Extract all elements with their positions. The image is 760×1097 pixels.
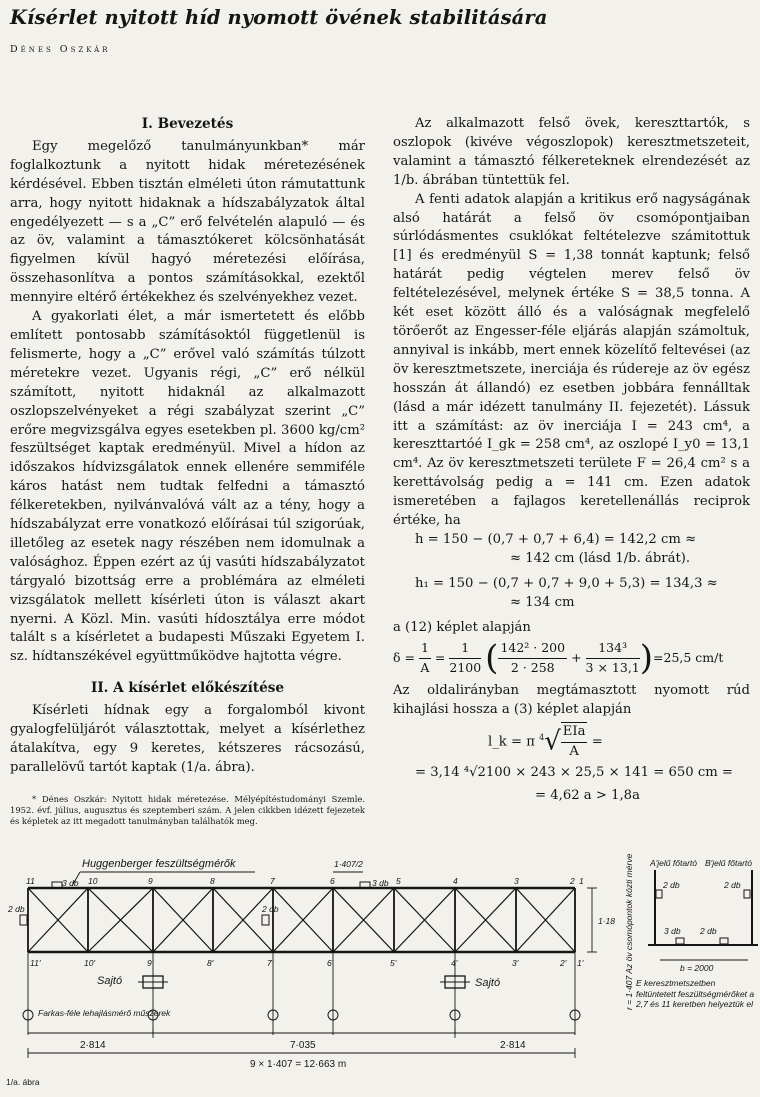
equation: h = 150 − (0,7 + 0,7 + 6,4) = 142,2 cm ≈ bbox=[415, 531, 697, 547]
node-label: 6 bbox=[330, 876, 335, 886]
node-label: 1' bbox=[577, 958, 584, 968]
node-label: 4' bbox=[451, 958, 458, 968]
eq-term: =25,5 cm/t bbox=[653, 650, 724, 666]
fraction bbox=[498, 639, 567, 678]
section-heading-intro: I. Bevezetés bbox=[141, 116, 234, 132]
node-label: 10 bbox=[88, 876, 98, 886]
eq-term: 1 bbox=[419, 639, 431, 659]
node-label: 4 bbox=[453, 876, 458, 886]
eq-term: 2100 bbox=[449, 660, 482, 676]
right-column bbox=[393, 115, 750, 806]
section-gauge-count: 3 db bbox=[664, 926, 681, 936]
figure-caption: 1/a. ábra bbox=[6, 1077, 40, 1087]
section-note-text: E keresztmetszetben feltüntetett feszültségmérőket a 2,7 és 11 keretben helyeztük el bbox=[636, 978, 755, 1009]
node-label: 6' bbox=[327, 958, 334, 968]
eq-term: + bbox=[571, 650, 582, 666]
dimension-right: 2·814 bbox=[500, 1040, 526, 1051]
jack-label: Sajtó bbox=[475, 977, 501, 989]
jack-label: Sajtó bbox=[97, 975, 123, 987]
node-label: 5' bbox=[390, 958, 397, 968]
eq-term: 1 bbox=[449, 639, 481, 659]
node-label: 11 bbox=[26, 876, 35, 886]
paragraph: Egy megelőző tanulmányunkban* már foglalkoztunk a nyitott hidak méretezésének kérdésével. Ebben tisztán elméleti úton rámutattunk arra, hogy nyitott hidaknak a hídszabályzatok által engedélyezett — s a „C” erő felvételén alapuló — és az öv, valamint a támasztókeret kölcsönhatását figyelmen kívül hagyó méretezési előírása, összehasonlítva a pontos számításokkal, ezektől mennyire eltérő értékekhez és szelvényekhez vezet. bbox=[10, 138, 365, 306]
footnote: * Dénes Oszkár: Nyitott hidak méretezése. Mélyépítéstudományi Szemle. 1952. évf. július, augusztus és szeptemberi szám. A jelen cikkben idézett fejezetek és képletek az itt megadott tanulmányban találhatók meg. bbox=[10, 793, 365, 826]
paragraph: A gyakorlati élet, a már ismertetett és előbb említett pontosabb számításoktól függetlenül is felismerte, hogy a „C” erővel való számítás túlzott méretekre vezet. Ugyanis régi, „C” erő nélkül számított, nyitott hidaknál az alkalmazott oszlopszelvényeket a régi szabályzat szerint „C” erőre megvizsgálva egyes esetekben pl. 3600 kg/cm² feszültséget kaptak eredményül. Mivel a hídon az időszakos hídvizsgálatok ennek ellenére semmiféle káros hatást nem tudtak felfedni a támasztó félkeretekben, nyilvánvalóvá vált az a tény, hogy a hídszabályzat erre vonatkozó előírásai túl szigorúak, illetőleg az esetek nagy részében nem idomulnak a valósághoz. Éppen ezért az új vasúti hídszabályzatot tárgyaló bizottság erre a problémára az elméleti vizsgálatok mellett kísérleti úton is választ akart nyerni. A Közl. Min. vasúti hídosztálya erre módot talált s a kísérletet a budapesti Műszaki Egyetem I. sz. hídtanszékével együttműködve hajtotta végre. bbox=[10, 309, 365, 665]
gauge-count: 2 db bbox=[262, 904, 279, 914]
truss-drawing bbox=[0, 820, 760, 1093]
node-label: 8 bbox=[210, 876, 215, 886]
fraction bbox=[449, 639, 481, 678]
eq-term: EIa bbox=[561, 723, 588, 743]
eq-term: A bbox=[569, 744, 579, 759]
paragraph: Az alkalmazott felső övek, kereszttartók, s oszlopok (kivéve végoszlopok) keresztmetszeteit, valamint a támasztó félkereteknek elrendezését az 1/b. ábrában tüntettük fel. bbox=[393, 116, 750, 188]
eq-term: 2 · 258 bbox=[510, 660, 555, 676]
node-label: 7' bbox=[267, 958, 274, 968]
node-label: 9' bbox=[147, 958, 154, 968]
eq-term: δ = bbox=[393, 650, 415, 666]
gauge-label: Huggenberger feszültségmérők bbox=[82, 858, 236, 870]
figure-truss bbox=[0, 820, 760, 1093]
dimension-middle: 7·035 bbox=[290, 1040, 316, 1051]
node-label: 9 bbox=[148, 876, 153, 886]
fraction bbox=[561, 722, 588, 762]
dimension-total: 9 × 1·407 = 12·663 m bbox=[250, 1059, 347, 1070]
lower-node-labels bbox=[30, 958, 584, 968]
dimension-left: 2·814 bbox=[80, 1040, 106, 1051]
eq-term: l_k = π bbox=[488, 734, 535, 750]
section-width: b = 2000 bbox=[680, 963, 714, 973]
section-gauge-count: 2 db bbox=[724, 880, 741, 890]
equation: ≈ 142 cm (lásd 1/b. ábrát). bbox=[510, 550, 691, 566]
section-label-a: A'jelű főtartó bbox=[650, 858, 697, 868]
top-dimension: 1·407/2 bbox=[334, 859, 363, 869]
eq-term: = bbox=[434, 650, 446, 666]
section-note bbox=[636, 978, 756, 1038]
paragraph: a (12) képlet alapján bbox=[393, 619, 531, 635]
left-column bbox=[10, 115, 365, 827]
upper-node-labels bbox=[26, 876, 584, 886]
node-label: 7 bbox=[270, 876, 275, 886]
article-title: Kísérlet nyitott híd nyomott övének stabilitására bbox=[10, 6, 548, 29]
node-label: 3' bbox=[512, 958, 519, 968]
eq-term: 3 × 13,1 bbox=[585, 660, 640, 676]
eq-term: 4 bbox=[539, 733, 545, 743]
node-label: 1 bbox=[579, 876, 584, 886]
node-label: 2 bbox=[570, 876, 575, 886]
equation: ≈ 134 cm bbox=[510, 594, 575, 610]
gauge-count: 2 db bbox=[8, 904, 25, 914]
fraction bbox=[586, 639, 640, 678]
node-label: 5 bbox=[396, 876, 401, 886]
side-dimension-note: r = 1·407 Az öv csomópontok közti mérve bbox=[624, 853, 634, 1010]
node-label: 3 bbox=[514, 876, 519, 886]
eq-term: 134³ bbox=[586, 639, 640, 659]
section-gauge-count: 2 db bbox=[663, 880, 680, 890]
author: Dénes Oszkár bbox=[10, 44, 111, 55]
deflection-label: Farkas-féle lehajlásmérő műszerek bbox=[38, 1008, 171, 1018]
section-label-b: B'jelű főtartó bbox=[705, 858, 752, 868]
node-label: 11' bbox=[30, 958, 41, 968]
node-label: 10' bbox=[84, 958, 96, 968]
fraction bbox=[419, 639, 431, 678]
gauge-count: 3 db bbox=[62, 878, 79, 888]
equation: h₁ = 150 − (0,7 + 0,7 + 9,0 + 5,3) = 134,3 ≈ bbox=[415, 575, 718, 591]
eq-term: A bbox=[420, 660, 430, 676]
section-gauge-count: 2 db bbox=[700, 926, 717, 936]
section-heading-prep: II. A kísérlet előkészítése bbox=[90, 680, 285, 697]
height-dimension: 1·18 bbox=[598, 916, 616, 926]
eq-term: = bbox=[591, 734, 603, 750]
gauge-count: 3 db bbox=[372, 878, 389, 888]
equation: = 3,14 ⁴√2100 × 243 × 25,5 × 141 = 650 cm = bbox=[415, 764, 733, 780]
equation: = 4,62 a > 1,8a bbox=[535, 787, 640, 803]
paragraph: A fenti adatok alapján a kritikus erő nagyságának alsó határát a felső öv csomópontjaiban súrlódásmentes csuklókat feltételezve számitottuk [1] és eredményül S = 1,38 tonnát kaptunk; felső határát pedig végtelen merev felső öv feltételezésével, melynek értéke S = 38,5 tonna. A két eset között álló és a valóságnak megfelelő törőerőt az Engesser-féle eljárás alapján számoltuk, annyival is inkább, mert ennek közelítő feltevései (az öv keresztmetszete, inerciája és rúdereje az öv egész hosszán át állandó) ez esetben jobbára fennálltak (lásd a már idézett tanulmány II. fejezetét). Lássuk itt a számítást: az öv inerciája I = 243 cm⁴, a kereszttartóé I_gk = 258 cm⁴, az oszlopé I_y0 = 13,1 cm⁴. Az öv keresztmetszeti területe F = 26,4 cm² s a kerettávolság pedig a = 141 cm. Ezen adatok ismeretében a fajlagos keretellenállás reciprok értéke, ha bbox=[393, 191, 750, 529]
paragraph: Kísérleti hídnak egy a forgalomból kivont gyalogfelüljárót választottak, melyet a kísérlethez átalakítva, egy 9 keretes, kétszeres rácsozású, parallelövű tartót kaptak (1/a. ábra). bbox=[10, 703, 365, 775]
equation-lk: l_k = π $^4$√ $\frac{\text{EIa}}{A}$ = bbox=[393, 722, 750, 762]
node-label: 2' bbox=[560, 958, 567, 968]
eq-term: 142² · 200 bbox=[498, 639, 567, 659]
paragraph: Az oldalirányban megtámasztott nyomott rúd kihajlási hossza a (3) képlet alapján bbox=[393, 683, 750, 718]
equation-delta: δ = $\frac{1}{A}$ = $\frac{1}{2100}$ ( $\frac{\text{142² · 200}}{2 \cdot 258}$ + $\frac{\text{134³}}{3 \times 13,1}$ )=25,5 cm/t bbox=[393, 638, 724, 679]
node-label: 8' bbox=[207, 958, 214, 968]
